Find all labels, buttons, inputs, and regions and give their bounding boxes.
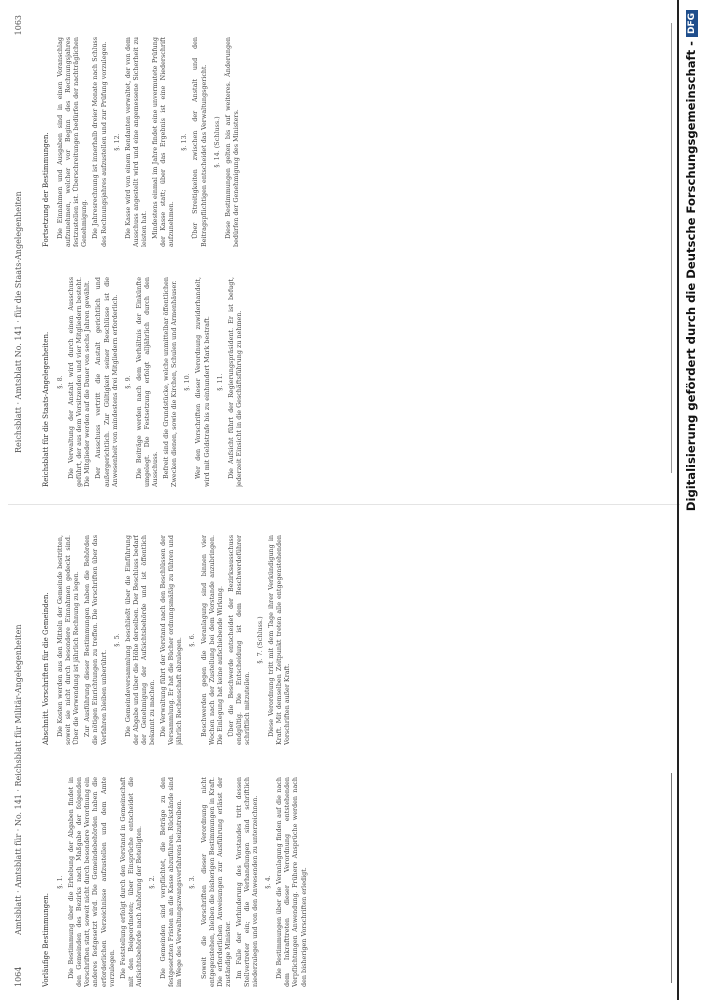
paragraph: Über die Beschwerde entscheidet der Bezirksausschuss endgültig. Die Entscheidung ist dem Beschwerdeführer schriftlich mitzuteilen. bbox=[226, 535, 251, 745]
right-page-number: 1063 bbox=[14, 15, 23, 36]
paragraph: Die Verwaltung der Anstalt wird durch einen Ausschuss geführt, der aus dem Vorsitzenden und vier Mitgliedern besteht. Die Mitglieder werden auf die Dauer von sechs Jahren gewählt. bbox=[67, 277, 92, 487]
left-page-number: 1064 bbox=[14, 966, 23, 987]
paragraph: Die Bestimmungen über die Veranlagung finden auf die nach dem Inkrafttreten dieser Verordnung entstehenden Verpflichtungen Anwendung. Frühere Ansprüche werden nach den bisherigen Vorschriften erledigt. bbox=[275, 777, 308, 987]
column-subhead: Vorläufige Bestimmungen. bbox=[42, 893, 50, 987]
right-running-title: Reichsblatt · Amtsblatt No. 141 · für die Staats-Angelegenheiten bbox=[14, 191, 23, 453]
paragraph: Diese Verordnung tritt mit dem Tage ihrer Verkündigung in Kraft. Mit demselben Zeitpunkt treten alle entgegenstehenden Vorschriften außer Kraft. bbox=[267, 535, 292, 745]
text-column-3 bbox=[42, 277, 662, 487]
section-number: §. 6. bbox=[188, 633, 197, 647]
paragraph: Wer den Vorschriften dieser Verordnung zuwiderhandelt, wird mit Geldstrafe bis zu einhundert Mark bestraft. bbox=[194, 277, 211, 487]
paragraph: Die Kosten werden aus den Mitteln der Gemeinde bestritten, soweit sie nicht durch besondere Einnahmen gedeckt sind. Über die Verwendung ist jährlich Rechnung zu legen. bbox=[56, 535, 81, 745]
text-column-2 bbox=[42, 535, 662, 745]
footer-rule-right bbox=[671, 23, 672, 473]
section-number: §. 3. bbox=[188, 875, 197, 889]
section-number: §. 5. bbox=[112, 633, 121, 647]
paragraph: Die Beiträge werden nach dem Verhältnis der Einkünfte umgelegt. Die Festsetzung erfolgt alljährlich durch den Ausschuss. bbox=[134, 277, 160, 487]
section-number: §. 7. (Schluss.) bbox=[256, 616, 265, 664]
section-number: §. 8. bbox=[56, 375, 65, 389]
paragraph: Der Ausschuss vertritt die Anstalt gerichtlich und außergerichtlich. Zur Gültigkeit seiner Beschlüsse ist die Anwesenheit von mindestens drei Mitgliedern erforderlich. bbox=[94, 277, 119, 487]
paragraph: Die Gemeindeversammlung beschließt über die Einführung der Abgabe und über die Höhe derselben. Der Beschluss bedarf der Genehmigung der Aufsichtsbehörde und ist öffentlich bekannt zu machen. bbox=[123, 535, 157, 745]
column-subhead: Fortsetzung der Bestimmungen. bbox=[42, 132, 50, 247]
dfg-logo: DFG bbox=[686, 10, 698, 37]
column-subhead: Reichsblatt für die Staats-Angelegenheiten. bbox=[42, 331, 50, 487]
paragraph: Im Falle der Verhinderung des Vorstandes tritt dessen Stellvertreter ein; die Verhandlungen sind schriftlich niederzulegen und von den Anwesenden zu unterzeichnen. bbox=[234, 777, 260, 987]
paragraph: Mindestens einmal im Jahre findet eine unvermutete Prüfung der Kasse statt; über das Ergebnis ist eine Niederschrift aufzunehmen. bbox=[151, 37, 176, 247]
section-number: §. 11. bbox=[215, 373, 224, 391]
dfg-sponsor-banner bbox=[682, 10, 700, 984]
section-number: §. 1. bbox=[56, 875, 65, 889]
scan-edge bbox=[677, 0, 679, 1000]
section-number: §. 13. bbox=[180, 133, 189, 151]
paragraph: Befreit sind die Grundstücke, welche unmittelbar öffentlichen Zwecken dienen, sowie die Kirchen, Schulen und Armenhäuser. bbox=[162, 277, 179, 487]
paragraph: Die Aufsicht führt der Regierungspräsident. Er ist befugt, jederzeit Einsicht in die Geschäftsführung zu nehmen. bbox=[226, 277, 243, 487]
paragraph: Die Kasse wird von einem Rendanten verwaltet, der von dem Ausschuss angestellt wird und eine angemessene Sicherheit zu leisten hat. bbox=[123, 37, 148, 247]
section-number: §. 4. bbox=[264, 875, 273, 889]
left-running-title: Amtsblatt · Amtsblatt für · No. 141 · Reichsblatt für Militär-Angelegenheiten bbox=[14, 624, 23, 935]
paragraph: Diese Bestimmungen gelten bis auf weiteres. Änderungen bedürfen der Genehmigung des Ministers. bbox=[223, 37, 240, 247]
paragraph: Über Streitigkeiten zwischen der Anstalt und den Beitragspflichtigen entscheidet das Verwaltungsgericht. bbox=[191, 37, 208, 247]
paragraph: Die Verwaltung führt der Vorstand nach den Beschlüssen der Versammlung. Er hat die Bücher ordnungsmäßig zu führen und jährlich Rechenschaft abzulegen. bbox=[159, 535, 184, 745]
rotated-gazette-spread bbox=[8, 9, 680, 993]
text-column-1 bbox=[42, 777, 662, 987]
paragraph: Die Einnahmen und Ausgaben sind in einen Voranschlag aufzunehmen, welcher vor Beginn des Rechnungsjahres festzustellen ist. Überschreitungen bedürfen der nachträglichen Genehmigung. bbox=[56, 37, 89, 247]
footer-rule-left bbox=[671, 773, 672, 983]
section-number: §. 14. (Schluss.) bbox=[212, 116, 221, 168]
section-number: §. 9. bbox=[123, 375, 132, 389]
paragraph: Die Feststellung erfolgt durch den Vorstand in Gemeinschaft mit den Beigeordneten; über Einsprüche entscheidet die Aufsichtsbehörde nach Anhörung der Beteiligten. bbox=[118, 777, 143, 987]
paragraph: Die Bestimmung über die Erhebung der Abgaben findet in den Gemeinden des Bezirks nach Maßgabe der folgenden Vorschriften statt, soweit nicht durch besondere Verordnung ein anderes festgesetzt wird. Die Gemeindebehörden haben die erforderlichen Verzeichnisse aufzustellen und dem Amte vorzulegen. bbox=[67, 777, 116, 987]
column-subhead: Abschnitt. Vorschriften für die Gemeinden. bbox=[42, 592, 50, 745]
running-head bbox=[14, 9, 28, 993]
paragraph: Die Gemeinden sind verpflichtet, die Beträge zu den festgesetzten Fristen an die Kasse abzuführen. Rückstände sind im Wege des Verwaltungszwangsverfahrens beizutreiben. bbox=[159, 777, 184, 987]
paragraph: Die Jahresrechnung ist innerhalb dreier Monate nach Schluss des Rechnungsjahres aufzustellen und zur Prüfung vorzulegen. bbox=[91, 37, 108, 247]
section-number: §. 2. bbox=[148, 875, 157, 889]
page-fold bbox=[8, 504, 680, 505]
section-number: §. 12. bbox=[112, 133, 121, 151]
paragraph: Soweit die Vorschriften dieser Verordnung nicht entgegenstehen, bleiben die bisherigen Bestimmungen in Kraft. Die erforderlichen Anweisungen zur Ausführung erlässt der zuständige Minister. bbox=[199, 777, 232, 987]
text-column-4 bbox=[42, 37, 662, 247]
paragraph: Zur Ausführung dieser Bestimmungen haben die Behörden die nötigen Einrichtungen zu treffen. Die Vorschriften über das Verfahren bleiben unberührt. bbox=[83, 535, 108, 745]
section-number: §. 10. bbox=[183, 373, 192, 391]
sponsor-text: Digitalisierung gefördert durch die Deutsche Forschungsgemeinschaft - bbox=[684, 41, 698, 512]
paragraph: Beschwerden gegen die Veranlagung sind binnen vier Wochen nach der Zustellung bei dem Vorstande anzubringen. Die Einlegung hat keine aufschiebende Wirkung. bbox=[199, 535, 224, 745]
